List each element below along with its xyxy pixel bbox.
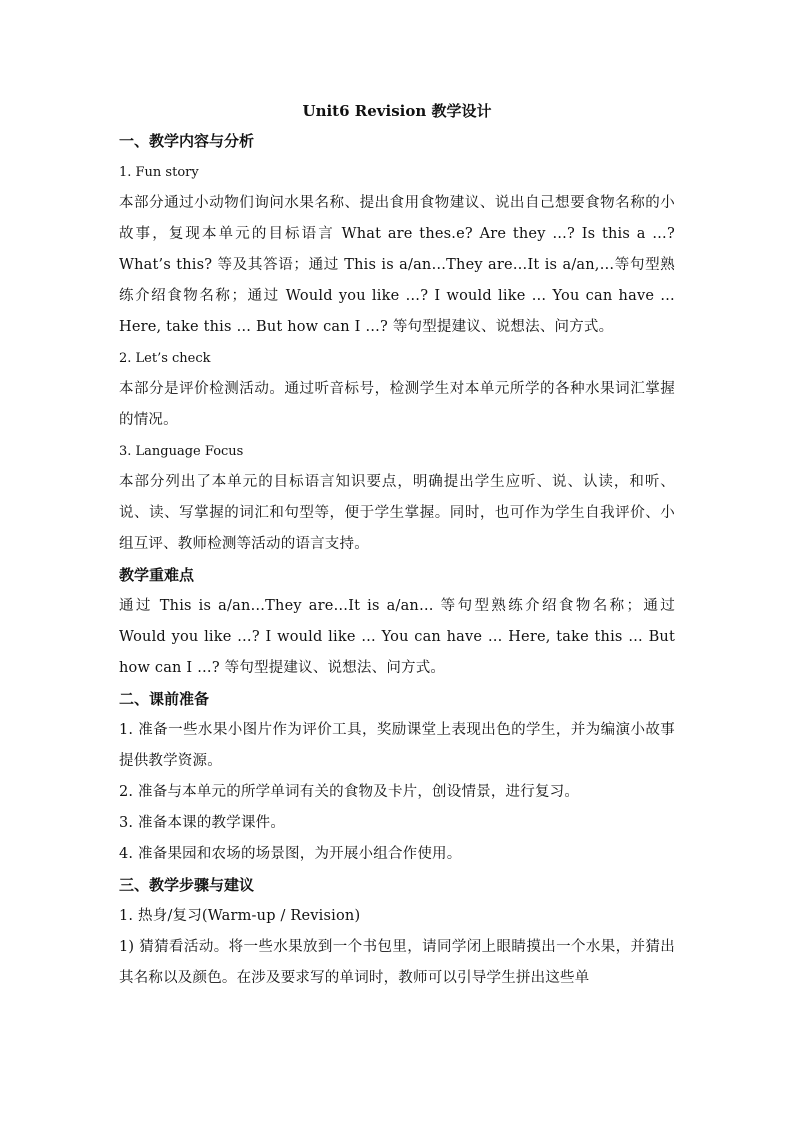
section2-item: 4. 准备果园和农场的场景图，为开展小组合作使用。	[119, 846, 462, 862]
section3-step1-title: 1. 热身/复习(Warm-up / Revision)	[119, 908, 361, 924]
section3-heading: 三、教学步骤与建议	[119, 876, 255, 894]
section1-heading: 一、教学内容与分析	[119, 132, 255, 150]
document-page	[119, 96, 675, 994]
section1-item1-title: 1. Fun story	[119, 165, 199, 180]
section2-heading: 二、课前准备	[119, 690, 210, 708]
section1-item2-title: 2. Let’s check	[119, 351, 211, 366]
keypoints-text: 通过 This is a/an…They are…It is a/an… 等句型熟练介绍食物名称；通过 Would you like …? I would like … You can have … Here, take this … But how can I …? 等句型提建议、说想法、问方式。	[119, 598, 675, 676]
section1-item2-text: 本部分是评价检测活动。通过听音标号，检测学生对本单元所学的各种水果词汇掌握的情况。	[119, 381, 675, 428]
section3-step1-text: 1) 猜猜看活动。将一些水果放到一个书包里，请同学闭上眼睛摸出一个水果，并猜出其名称以及颜色。在涉及要求写的单词时，教师可以引导学生拼出这些单	[119, 939, 675, 986]
keypoints-heading: 教学重难点	[119, 566, 195, 584]
document-title: Unit6 Revision 教学设计	[302, 102, 492, 120]
section1-item1-text: 本部分通过小动物们询问水果名称、提出食用食物建议、说出自己想要食物名称的小故事，复现本单元的目标语言 What are thes.e? Are they …? Is this a …? What’s this? 等及其答语；通过 This is a/an…They are…It is a/an,…等句型熟练介绍食物名称；通过 Would you like …? I would like … You can have … Here, take this … But how can I …? 等句型提建议、说想法、问方式。	[119, 195, 675, 335]
section1-item3-text: 本部分列出了本单元的目标语言知识要点，明确提出学生应听、说、认读，和听、说、读、写掌握的词汇和句型等，便于学生掌握。同时，也可作为学生自我评价、小组互评、教师检测等活动的语言支持。	[119, 474, 675, 552]
section2-item: 1. 准备一些水果小图片作为评价工具，奖励课堂上表现出色的学生，并为编演小故事提供教学资源。	[119, 722, 675, 769]
section2-item: 2. 准备与本单元的所学单词有关的食物及卡片，创设情景，进行复习。	[119, 784, 580, 800]
section2-item: 3. 准备本课的教学课件。	[119, 815, 286, 831]
section1-item3-title: 3. Language Focus	[119, 444, 244, 459]
